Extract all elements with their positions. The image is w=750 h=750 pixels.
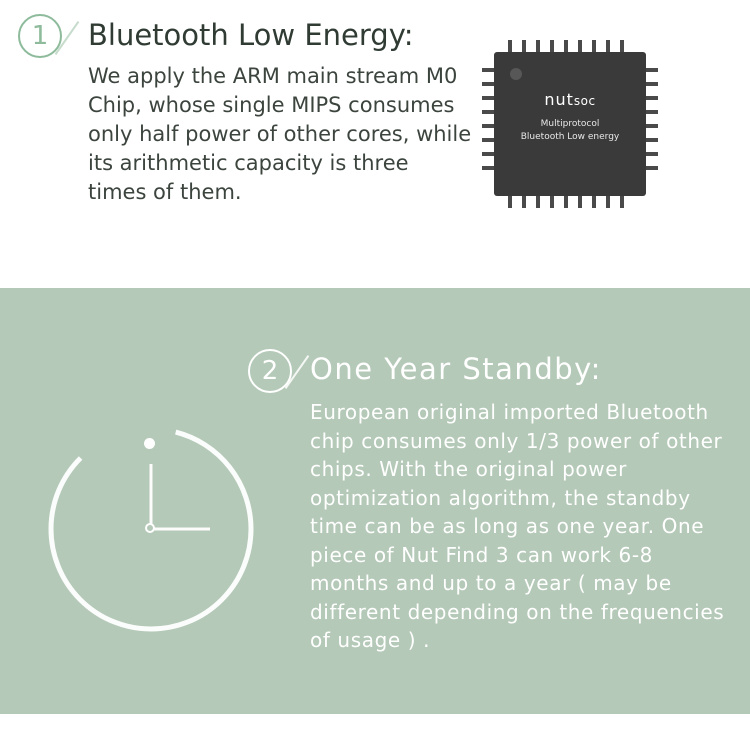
chip-pin [644,68,658,72]
chip-subtitle-line-2: Bluetooth Low energy [520,132,620,142]
section-2-body-text: European original imported Bluetooth chip consumes only 1/3 power of other chips. With the original power optimization algorithm, the standby time can be as long as one year. One piece of Nut Find 3 can work 6-8 months and up to a year ( may be different depending on the frequencies of usage ) . [310,400,725,652]
chip-pin [606,194,610,208]
chip-pin [536,194,540,208]
chip-brand-name: nut [544,90,574,109]
section-1-number: 1 [31,21,49,51]
chip-pin [578,194,582,208]
section-1-body-text: We apply the ARM main stream M0 Chip, whose single MIPS consumes only half power of other cores, while its arithmetic capacity is three times of them. [88,64,472,204]
clock-illustration [40,418,262,640]
chip-pin [508,194,512,208]
chip-illustration [480,38,660,210]
chip-subtitle [480,118,660,144]
chip-pin [644,166,658,170]
chip-orientation-dot [510,68,522,80]
section-2-title: One Year Standby: [310,352,602,386]
section-2-number: 2 [261,356,279,386]
chip-pin [550,194,554,208]
chip-pin [564,194,568,208]
chip-brand-label [480,90,660,109]
chip-subtitle-line-1: Multiprotocol [540,119,600,129]
clock-center-hub [145,523,155,533]
chip-pin [644,152,658,156]
chip-pin [644,110,658,114]
clock-marker-dot [144,438,155,449]
section-1-title: Bluetooth Low Energy: [88,18,414,52]
chip-pin [644,82,658,86]
section-bluetooth-low-energy [0,0,750,288]
chip-brand-suffix: soc [573,94,596,108]
chip-pin [522,194,526,208]
chip-pin [592,194,596,208]
chip-pin [620,194,624,208]
bottom-white-strip [0,714,750,750]
